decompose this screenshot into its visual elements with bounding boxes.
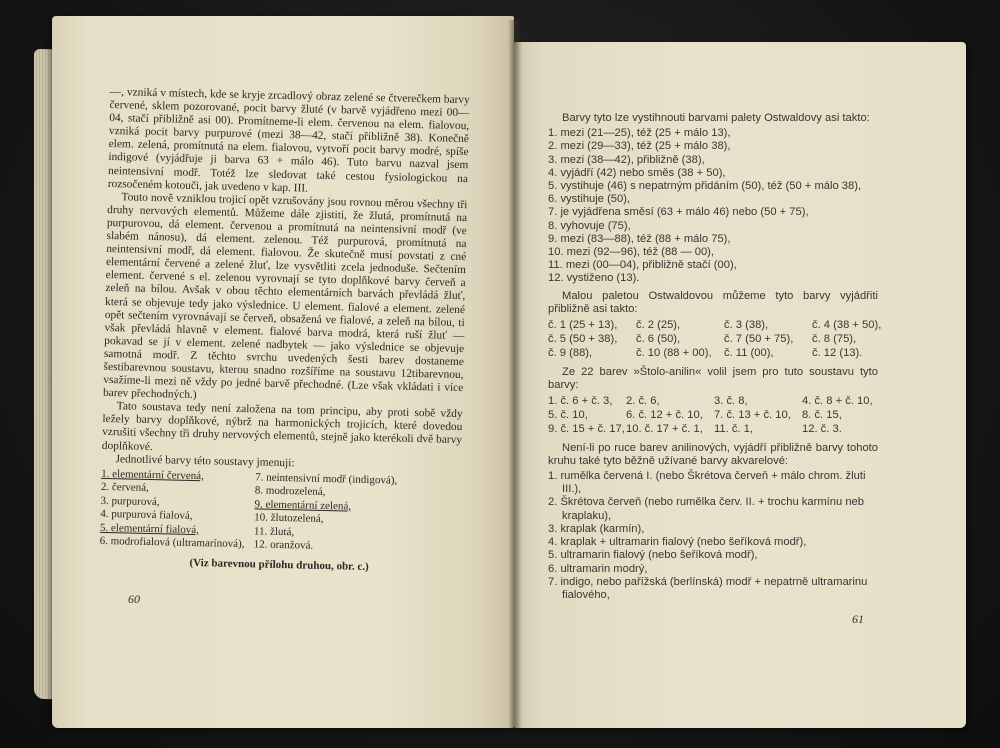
color-list-column-1 — [100, 468, 252, 552]
grid-cell: 4. č. 8 + č. 10, — [802, 395, 873, 408]
grid-cell: 6. č. 12 + č. 10, — [626, 409, 703, 422]
grid-cell: č. 11 (00), — [724, 347, 774, 360]
grid-cell: č. 3 (38), — [724, 319, 769, 332]
left-paragraph-2: Touto nově vzniklou trojicí opět vzrušovány jsou rovnou měrou všechny tři druhy nervových elementů. Můžeme dále zjistiti, že žlutá, promítnutá na purpurovou, dá element. červenou a promítnutá na neintensivní modř (ve slabém nánosu), dá element. zelenou. Též purpurová, promítnutá na neintensivní modř, dá element. fialovou. Že skutečně musí povstati z cné elementární červené a zelené žluť, lze vysvětliti zcela jednoduše. Sečtením element. červené s el. zelenou vyrovnají se tyto doplňkové barvy červeň a zeleň na bílou. Avšak v obou těchto elementárních barvách převládá žluť, která se objevuje tedy jako výslednice. U element. fialové a element. zelené opět sečtením vyrovnávají se červeň, obsažená ve fialové, a zeleň na bílou, ti však převládá hlavně v element. fialové barva modrá, která ruší žluť — pokavad se jí v element. zelené nadbytek — jako výslednice se objevuje samotná modř. Z těchto svrchu uvedených šesti barev dostaneme šestibarevnou soustavu, kterou snadno rozšíříme na soustavu 12tibarevnou, vsažíme-li mezi ně vždy po jedné barvě přechodné. (Lze však vkládati i více barev přechodných.) — [102, 191, 468, 402]
color-list-column-2 — [249, 471, 425, 556]
grid-cell: č. 4 (38 + 50), — [812, 319, 882, 332]
list-item: 1. mezi (21—25), též (25 + málo 13), — [548, 127, 731, 140]
right-page-text — [548, 112, 882, 606]
grid-cell: č. 2 (25), — [636, 319, 681, 332]
list-item: 1. elementární červená, — [101, 467, 204, 482]
list-item: 6. ultramarin modrý, — [548, 562, 648, 575]
grid-cell: 2. č. 6, — [626, 395, 660, 408]
color-list-intro: Jednotlivé barvy této soustavy jmenuji: — [115, 452, 295, 469]
list-item: 4. purpurová fialová, — [100, 508, 193, 523]
list-item: 11. žlutá, — [253, 525, 295, 539]
grid-cell: 1. č. 6 + č. 3, — [548, 395, 613, 408]
list-item: 8. vyhovuje (75), — [548, 219, 631, 232]
left-paragraph-3: Tato soustava tedy není založena na tom principu, aby proti sobě vždy ležely barvy doplňkové, nýbrž na harmonických trojicích, které dovedou vzrušiti všechny tři druhy nervových elementů, stejně jako kterékoli dvě barvy doplňkové. — [101, 400, 463, 453]
list-item: 1. rumělka červená I. (nebo Škrétova červeň + málo chrom. žluti III.), — [548, 470, 866, 496]
grid-cell: č. 6 (50), — [636, 333, 681, 346]
small-palette-grid — [548, 319, 882, 361]
book-gutter — [508, 20, 522, 728]
list-item: 2. červená, — [100, 481, 149, 495]
color-plate-note: (Viz barevnou přílohu druhou, obr. c.) — [189, 556, 369, 573]
grid-cell: 3. č. 8, — [714, 395, 748, 408]
list-item: 8. modrozelená, — [254, 484, 326, 499]
list-item: 3. mezi (38—42), přibližně (38), — [548, 153, 705, 166]
grid-cell: 10. č. 17 + č. 1, — [626, 423, 703, 436]
list-item: 12. vystiženo (13). — [548, 272, 640, 285]
grid-cell: 8. č. 15, — [802, 409, 842, 422]
page-number-right: 61 — [852, 612, 864, 626]
aniline-list — [548, 470, 878, 602]
list-item: 2. mezi (29—33), též (25 + málo 38), — [548, 140, 731, 153]
list-item: 6. vystihuje (50), — [548, 193, 631, 206]
list-item: 7. indigo, nebo pařížská (berlínská) modř + nepatrně ultramarinu fialového, — [548, 575, 868, 601]
grid-cell: 5. č. 10, — [548, 409, 588, 422]
list-item: 7. neintensivní modř (indigová), — [255, 471, 398, 487]
grid-cell: č. 7 (50 + 75), — [724, 333, 794, 346]
left-paragraph-1: —, vzniká v místech, kde se kryje zrcadlový obraz zelené se čtverečkem barvy červené, sklem pozorované, pocit barvy žluté (v barvě vyjádřeno mezi 00—04, stačí přibližně asi 00). Promítneme-li elem. červenou na elem. fialovou, vzniká pocit barvy purpurové (mezi 38—42, stačí přibližně 38). Konečně elem. zelená, promítnutá na elem. fialovou, vytvoří pocit barvy modré, spíše indigové (vyjádřuje ji barva 63 + málo 46). Tuto barvu nazval jsem neintensivní modř. Totéž lze sledovat také cestou fysiologickou na rozsočeném kotouči, jak uvedeno v kap. III. — [107, 86, 470, 195]
grid-cell: č. 8 (75), — [812, 333, 857, 346]
list-item: 7. je vyjádřena směsí (63 + málo 46) nebo (50 + 75), — [548, 206, 809, 219]
aniline-intro: Není-li po ruce barev anilinových, vyjádří přibližně barvy tohoto kruhu také tyto běžně užívané barvy akvarelové: — [548, 441, 878, 467]
ostwald-list — [548, 127, 878, 285]
left-page-text — [99, 86, 470, 576]
list-item: 6. modrofialová (ultramarínová), — [99, 535, 245, 551]
small-palette-intro: Malou paletou Ostwaldovou můžeme tyto barvy vyjádřiti přibližně asi takto: — [548, 289, 878, 315]
list-item: 12. oranžová. — [253, 538, 314, 552]
list-item: 3. purpurová, — [100, 494, 160, 508]
list-item: 10. mezi (92—96), též (88 — 00), — [548, 246, 715, 259]
grid-cell: č. 10 (88 + 00), — [636, 347, 712, 360]
list-item: 4. kraplak + ultramarin fialový (nebo šeříková modř), — [548, 536, 807, 549]
list-item: 5. vystihuje (46) s nepatrným přidáním (50), též (50 + málo 38), — [548, 180, 862, 193]
list-item: 9. elementární zelená, — [254, 498, 352, 513]
list-item: 9. mezi (83—88), též (88 + málo 75), — [548, 232, 731, 245]
grid-cell: 11. č. 1, — [714, 423, 753, 436]
grid-cell: 12. č. 3. — [802, 423, 842, 436]
grid-cell: č. 12 (13). — [812, 347, 863, 360]
list-item: 4. vyjádří (42) nebo směs (38 + 50), — [548, 166, 726, 179]
page-number-left: 60 — [128, 592, 140, 606]
color-system-list — [100, 468, 462, 557]
list-item: 5. elementární fialová, — [99, 521, 200, 536]
list-item: 5. ultramarin fialový (nebo šeříková modř), — [548, 549, 758, 562]
list-item: 3. kraplak (karmín), — [548, 522, 645, 535]
grid-cell: 9. č. 15 + č. 17, — [548, 423, 625, 436]
grid-cell: č. 1 (25 + 13), — [548, 319, 618, 332]
grid-cell: č. 5 (50 + 38), — [548, 333, 618, 346]
grid-cell: 7. č. 13 + č. 10, — [714, 409, 791, 422]
list-item: 10. žlutozelená, — [254, 511, 324, 526]
stolo-grid — [548, 395, 878, 437]
list-item: 2. Škrétova červeň (nebo rumělka červ. II. + trochu karmínu neb kraplaku), — [548, 496, 864, 522]
list-item: 11. mezi (00—04), přibližně stačí (00), — [548, 259, 737, 272]
ostwald-intro: Barvy tyto lze vystihnouti barvami palety Ostwaldovy asi takto: — [562, 112, 870, 124]
stolo-intro: Ze 22 barev »Štolo-anilin« volil jsem pro tuto soustavu tyto barvy: — [548, 365, 878, 391]
grid-cell: č. 9 (88), — [548, 347, 593, 360]
